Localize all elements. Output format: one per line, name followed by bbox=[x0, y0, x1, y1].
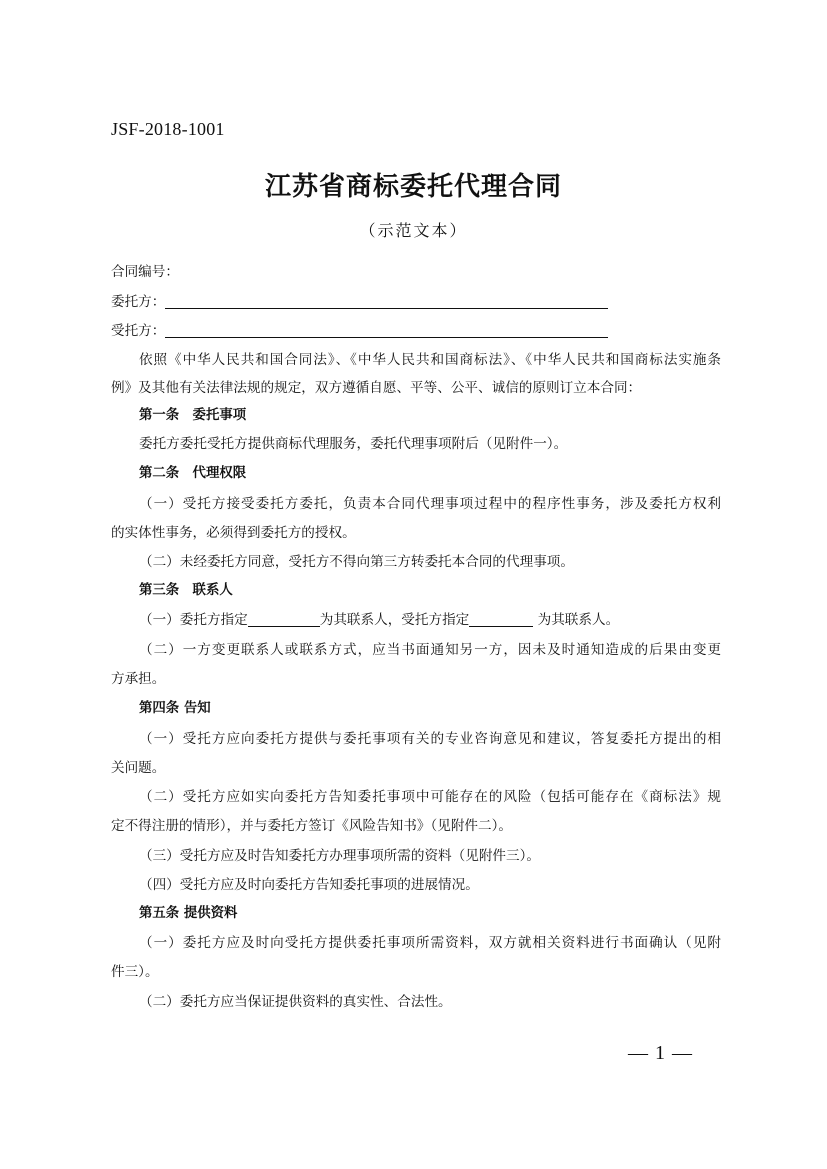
preamble-line-2: 例》及其他有关法律法规的规定，双方遵循自愿、平等、公平、诚信的原则订立本合同： bbox=[111, 380, 642, 396]
article-1-heading: 第一条 委托事项 bbox=[139, 408, 247, 423]
principal-label: 委托方： bbox=[111, 294, 166, 310]
article-5-item-1-line-2: 件三）。 bbox=[111, 964, 159, 980]
agent-label: 受托方： bbox=[111, 323, 166, 339]
article-2-item-2: （二）未经委托方同意，受托方不得向第三方转委托本合同的代理事项。 bbox=[139, 554, 574, 570]
contract-number-field bbox=[111, 262, 721, 282]
article-5-item-1-line-1: （一）委托方应及时向受托方提供委托事项所需资料，双方就相关资料进行书面确认（见附 bbox=[139, 935, 721, 951]
principal-field bbox=[111, 292, 721, 312]
document-subtitle: （示范文本） bbox=[359, 221, 468, 240]
article-3-heading: 第三条 联系人 bbox=[139, 583, 233, 598]
contract-number-label: 合同编号： bbox=[111, 264, 179, 280]
page-number: — 1 — bbox=[628, 1042, 693, 1064]
article-3-item-1-part-2: 为其联系人，受托方指定 bbox=[319, 612, 470, 628]
document-title: 江苏省商标委托代理合同 bbox=[264, 172, 562, 202]
article-4-item-2-line-2: 定不得注册的情形），并与委托方签订《风险告知书》（见附件二）。 bbox=[111, 818, 513, 834]
article-4-item-2-line-1: （二）受托方应如实向委托方告知委托事项中可能存在的风险（包括可能存在《商标法》规 bbox=[139, 789, 721, 805]
article-2-item-1-line-1: （一）受托方接受委托方委托，负责本合同代理事项过程中的程序性事务，涉及委托方权利 bbox=[139, 496, 721, 512]
article-3-item-1 bbox=[139, 610, 721, 630]
article-4-heading: 第四条 告知 bbox=[139, 701, 211, 716]
article-3-item-2-line-1: （二）一方变更联系人或联系方式，应当书面通知另一方，因未及时通知造成的后果由变更 bbox=[139, 642, 721, 658]
article-4-item-1-line-1: （一）受托方应向委托方提供与委托事项有关的专业咨询意见和建议，答复委托方提出的相 bbox=[139, 731, 721, 747]
agent-blank[interactable] bbox=[165, 322, 608, 338]
article-4-item-3: （三）受托方应及时告知委托方办理事项所需的资料（见附件三）。 bbox=[139, 848, 541, 864]
article-3-item-2-line-2: 方承担。 bbox=[111, 671, 166, 687]
article-3-item-1-part-3: 为其联系人。 bbox=[533, 612, 620, 628]
document-code: JSF-2018-1001 bbox=[111, 119, 225, 139]
article-2-item-1-line-2: 的实体性事务，必须得到委托方的授权。 bbox=[111, 525, 356, 541]
principal-contact-blank[interactable] bbox=[248, 611, 320, 627]
article-4-item-1-line-2: 关问题。 bbox=[111, 760, 166, 776]
preamble-line-1: 依照《中华人民共和国合同法》、《中华人民共和国商标法》、《中华人民共和国商标法实施条 bbox=[139, 352, 721, 368]
article-4-item-4: （四）受托方应及时向委托方告知委托事项的进展情况。 bbox=[139, 877, 479, 893]
article-3-item-1-part-1: （一）委托方指定 bbox=[139, 612, 248, 628]
article-5-heading: 第五条 提供资料 bbox=[139, 906, 238, 921]
article-1-body: 委托方委托受托方提供商标代理服务，委托代理事项附后（见附件一）。 bbox=[139, 436, 568, 452]
article-5-item-2: （二）委托方应当保证提供资料的真实性、合法性。 bbox=[139, 994, 452, 1010]
agent-contact-blank[interactable] bbox=[469, 611, 533, 627]
article-2-heading: 第二条 代理权限 bbox=[139, 466, 247, 481]
agent-field bbox=[111, 321, 721, 341]
principal-blank[interactable] bbox=[165, 293, 608, 309]
